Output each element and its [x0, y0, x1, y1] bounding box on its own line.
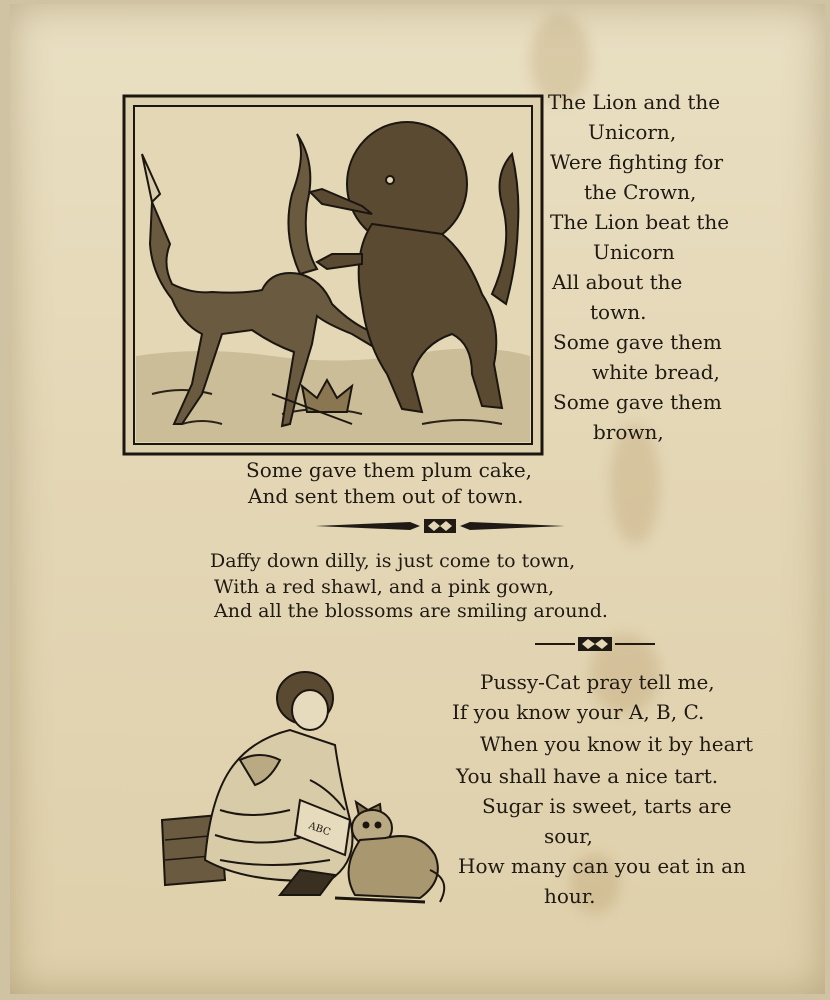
- poem-line: If you know your A, B, C.: [452, 700, 705, 724]
- poem-line: sour,: [544, 824, 593, 848]
- poem-line: brown,: [593, 420, 664, 444]
- poem-line: white bread,: [592, 360, 720, 384]
- poem-line: Some gave them: [553, 390, 722, 414]
- girl-figure: [205, 672, 353, 895]
- poem-line: Were fighting for: [550, 150, 724, 174]
- poem-line: Some gave them plum cake,: [246, 458, 533, 482]
- poem-line: The Lion beat the: [550, 210, 730, 234]
- poem-line: The Lion and the: [548, 90, 721, 114]
- poem-line: Unicorn,: [588, 120, 677, 144]
- poem-line: Some gave them: [553, 330, 722, 354]
- poem-line: Unicorn: [593, 240, 675, 264]
- poem-line: Sugar is sweet, tarts are: [482, 794, 732, 818]
- book-letters: ABC: [306, 820, 332, 839]
- poem-line: When you know it by heart: [480, 732, 754, 756]
- poem-line: You shall have a nice tart.: [456, 764, 719, 788]
- poem-line: All about the: [552, 270, 683, 294]
- poem-line: Daffy down dilly, is just come to town,: [210, 550, 576, 572]
- poem-line: And all the blossoms are smiling around.: [214, 600, 608, 622]
- poem-line: How many can you eat in an: [458, 854, 746, 878]
- poem-line: And sent them out of town.: [248, 484, 524, 508]
- ornamental-divider: [530, 634, 660, 654]
- ornamental-divider: [310, 516, 570, 536]
- poem-line: town.: [590, 300, 647, 324]
- book-page: [10, 4, 825, 994]
- girl-and-cat-woodcut: [160, 670, 450, 910]
- poem-line: hour.: [544, 884, 596, 908]
- poem-line: the Crown,: [584, 180, 697, 204]
- poem-line: With a red shawl, and a pink gown,: [214, 576, 555, 598]
- poem-line: Pussy-Cat pray tell me,: [480, 670, 715, 694]
- lion-unicorn-woodcut: [122, 94, 544, 456]
